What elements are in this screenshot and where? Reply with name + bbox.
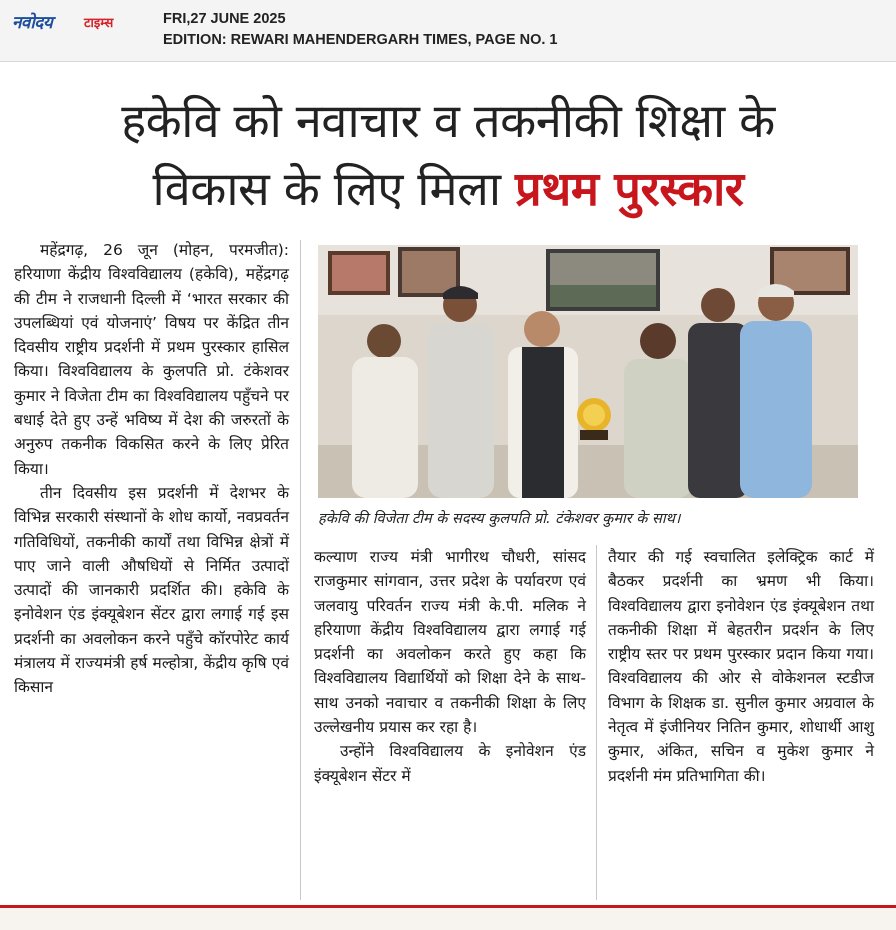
column-divider bbox=[300, 240, 301, 900]
page-bottom-strip bbox=[0, 908, 896, 930]
edition-info bbox=[163, 9, 557, 51]
edition-line: EDITION: REWARI MAHENDERGARH TIMES, PAGE NO. 1 bbox=[163, 32, 558, 48]
article-paragraph: महेंद्रगढ़, 26 जून (मोहन, परमजीत): हरियाणा केंद्रीय विश्वविद्यालय (हकेवि), महेंद्रगढ़ की टीम ने राजधानी दिल्ली में ‘भारत सरकार की उपलब्धियां एवं योजनाएं’ विषय पर केंद्रित तीन दिवसीय राष्ट्रीय प्रदर्शनी में प्रथम पुरस्कार हासिल किया। विश्वविद्यालय के कुलपति प्रो. टंकेशवर कुमार ने विजेता टीम का विश्वविद्यालय पहुँचने पर बधाई देते हुए उन्हें भविष्य में देश की जरुरतों के अनुरुप तकनीक विकसित करने के लिए प्रेरित किया। bbox=[14, 241, 289, 478]
article-paragraph: उन्होंने विश्वविद्यालय के इनोवेशन एंड इंक्यूबेशन सेंटर में bbox=[314, 742, 586, 785]
article-paragraph: तैयार की गई स्वचालित इलेक्ट्रिक कार्ट में बैठकर प्रदर्शनी का भ्रमण भी किया। विश्वविद्यालय द्वारा इनोवेशन एंड इंक्यूबेशन तथा तकनीकी शिक्षा में बेहतरीन प्रदर्शन के लिए राष्ट्रीय स्तर पर प्रथम पुरस्कार प्रदान किया गया। विश्वविद्यालय की ओर से वोकेशनल स्टडीज विभाग के शिक्षक डा. सुनील कुमार अग्रवाल के नेतृत्व में इंजीनियर नितिन कुमार, शोधार्थी आशु कुमार, अंकित, सचिन व मुकेश कुमार ने प्रदर्शनी मंम प्रतिभागिता की। bbox=[608, 548, 874, 785]
newspaper-logo[interactable] bbox=[12, 10, 140, 32]
headline-highlight: प्रथम पुरस्कार bbox=[515, 162, 744, 217]
article-column-3 bbox=[608, 545, 874, 788]
masthead bbox=[0, 0, 896, 62]
team-photo-illustration bbox=[318, 245, 858, 498]
logo-sub-text: टाइम्स bbox=[84, 16, 114, 31]
article-paragraph: कल्याण राज्य मंत्री भागीरथ चौधरी, सांसद राजकुमार सांगवान, उत्तर प्रदेश के पर्यावरण एवं जलवायु परिवर्तन राज्य मंत्री के.पी. मलिक ने हरियाणा केंद्रीय विश्वविद्यालय द्वारा लगाई गई प्रदर्शनी का अवलोकन करते हुए कहा कि विश्वविद्यालय विद्यार्थियों को शिक्षा देने के साथ-साथ उनको नवाचार व तकनीकी शिक्षा के लिए उल्लेखनीय प्रयास कर रहा है। bbox=[314, 548, 586, 737]
headline-line-1: हकेवि को नवाचार व तकनीकी शिक्षा के bbox=[121, 94, 775, 149]
headline-line-2-plain: विकास के लिए मिला bbox=[152, 162, 516, 217]
column-divider bbox=[596, 545, 597, 900]
news-photo bbox=[318, 245, 858, 498]
article-column-2 bbox=[314, 545, 586, 788]
photo-caption: हकेवि की विजेता टीम के सदस्य कुलपति प्रो. टंकेशवर कुमार के साथ। bbox=[318, 511, 681, 527]
headline-line-2 bbox=[0, 160, 896, 220]
article-column-1 bbox=[14, 238, 289, 700]
logo-main-text: नवोदय bbox=[12, 13, 53, 33]
date-line: FRI,27 JUNE 2025 bbox=[163, 11, 286, 27]
article-paragraph: तीन दिवसीय इस प्रदर्शनी में देशभर के विभिन्न सरकारी संस्थानों के शोध कार्यो, नवप्रवर्तन गतिविधियों, तकनीकी कार्यों तथा विभिन्न क्षेत्रों में पाए जाने वाली औषधियों से निर्मित उत्पादों उत्पादों की जानकारी प्रदर्शित की। हकेवि के इनोवेशन एंड इंक्यूबेशन सेंटर द्वारा लगाई गई इस प्रदर्शनी का अवलोकन करने पहुँचे कॉरपोरेट कार्य मंत्रालय में राज्यमंत्री हर्ष मल्होत्रा, केंद्रीय कृषि एवं किसान bbox=[14, 483, 289, 697]
